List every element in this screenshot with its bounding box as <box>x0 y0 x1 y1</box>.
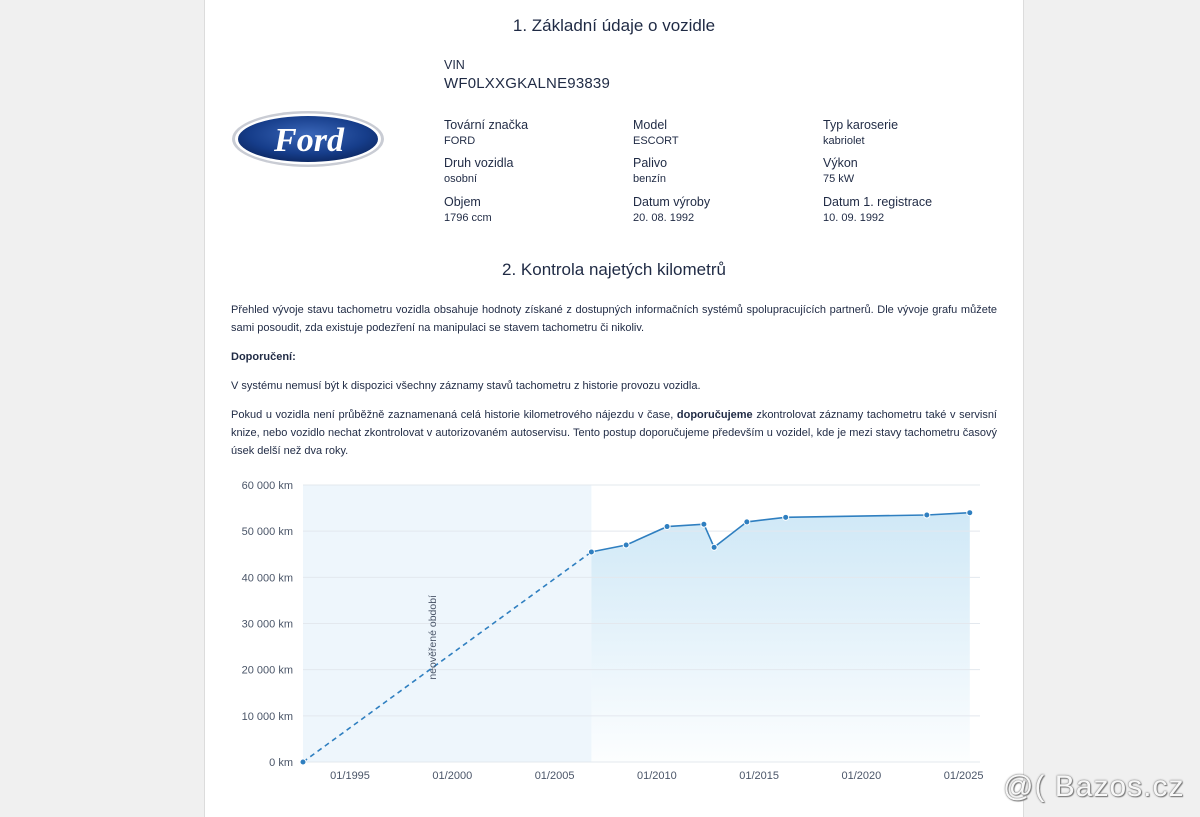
field-label: Datum výroby <box>633 195 711 209</box>
data-point <box>300 759 306 765</box>
field-value: benzín <box>633 173 667 185</box>
data-point <box>744 519 750 525</box>
data-point <box>967 510 973 516</box>
mileage-chart <box>205 472 1023 817</box>
field-value: 75 kW <box>823 173 855 185</box>
recommend-text-2-b: zkontrolovat záznamy tachometru také v servisní knize, nebo vozidlo nechat zkontrolovat v autorizovaném autoservisu. Tento postup doporučujeme především u vozidel, kde je mezi stavy tachometru časový úsek delší než dva roky. <box>231 409 997 457</box>
field-label: Objem <box>444 195 481 209</box>
section2-title: 2. Kontrola najetých kilometrů <box>502 260 726 279</box>
field-label: Druh vozidla <box>444 156 514 170</box>
recommend-heading: Doporučení: <box>231 351 296 363</box>
field-value: 1796 ccm <box>444 212 492 224</box>
recommend-text-2 <box>231 406 997 460</box>
report-page <box>204 0 1024 817</box>
data-point <box>623 542 629 548</box>
y-tick-label: 40 000 km <box>241 572 293 585</box>
data-point <box>664 524 670 530</box>
x-tick-label: 01/2015 <box>739 770 779 782</box>
field-value: osobní <box>444 173 478 185</box>
field-value: ESCORT <box>633 135 679 147</box>
x-tick-label: 01/2025 <box>943 770 984 782</box>
field-label: Palivo <box>633 156 668 170</box>
y-tick-label: 30 000 km <box>241 618 293 631</box>
x-tick-label: 01/2020 <box>841 770 882 782</box>
field-label: Typ karoserie <box>823 118 899 132</box>
ford-logo-icon <box>231 110 385 173</box>
field-label: Datum 1. registrace <box>823 195 933 209</box>
data-point <box>783 514 789 520</box>
field-label: Model <box>633 118 668 132</box>
y-tick-label: 20 000 km <box>241 664 293 677</box>
data-point <box>701 521 707 527</box>
y-tick-label: 10 000 km <box>241 710 293 723</box>
y-tick-label: 50 000 km <box>241 526 293 539</box>
bazos-watermark: @( Bazos.cz <box>1003 770 1185 803</box>
x-tick-label: 01/2010 <box>636 770 677 782</box>
y-tick-label: 60 000 km <box>241 480 293 492</box>
vin-label: VIN <box>444 58 465 72</box>
data-point <box>711 544 717 550</box>
field-value: FORD <box>444 135 476 147</box>
field-label: Tovární značka <box>444 118 529 132</box>
x-tick-label: 01/2000 <box>432 770 473 782</box>
unverified-period-label: neověřené období <box>426 595 439 680</box>
vin-value: WF0LXXGKALNE93839 <box>444 75 610 92</box>
recommend-text-2-bold: doporučujeme <box>676 409 753 421</box>
verified-area-fill <box>591 513 969 762</box>
field-value: kabriolet <box>823 135 865 147</box>
x-tick-label: 01/2005 <box>534 770 575 782</box>
recommend-text-1: V systému nemusí být k dispozici všechny záznamy stavů tachometru z historie provozu vozidla. <box>231 380 701 392</box>
field-value: 20. 08. 1992 <box>633 212 695 224</box>
mileage-intro: Přehled vývoje stavu tachometru vozidla obsahuje hodnoty získané z dostupných informačních systémů spolupracujících partnerů. Dle vývoje grafu můžete sami posoudit, zda existuje podezření na manipulaci se stavem tachometru či nikoliv. <box>231 304 997 334</box>
data-point <box>588 549 594 555</box>
y-tick-label: 0 km <box>269 757 293 769</box>
svg-text:Ford: Ford <box>274 122 344 159</box>
x-tick-label: 01/1995 <box>330 770 370 782</box>
field-value: 10. 09. 1992 <box>823 212 885 224</box>
field-label: Výkon <box>823 156 858 170</box>
section1-title: 1. Základní údaje o vozidle <box>512 16 716 35</box>
recommend-text-2-a: Pokud u vozidla není průběžně zaznamenaná celá historie kilometrového nájezdu v čase, <box>231 409 677 421</box>
data-point <box>924 512 930 518</box>
